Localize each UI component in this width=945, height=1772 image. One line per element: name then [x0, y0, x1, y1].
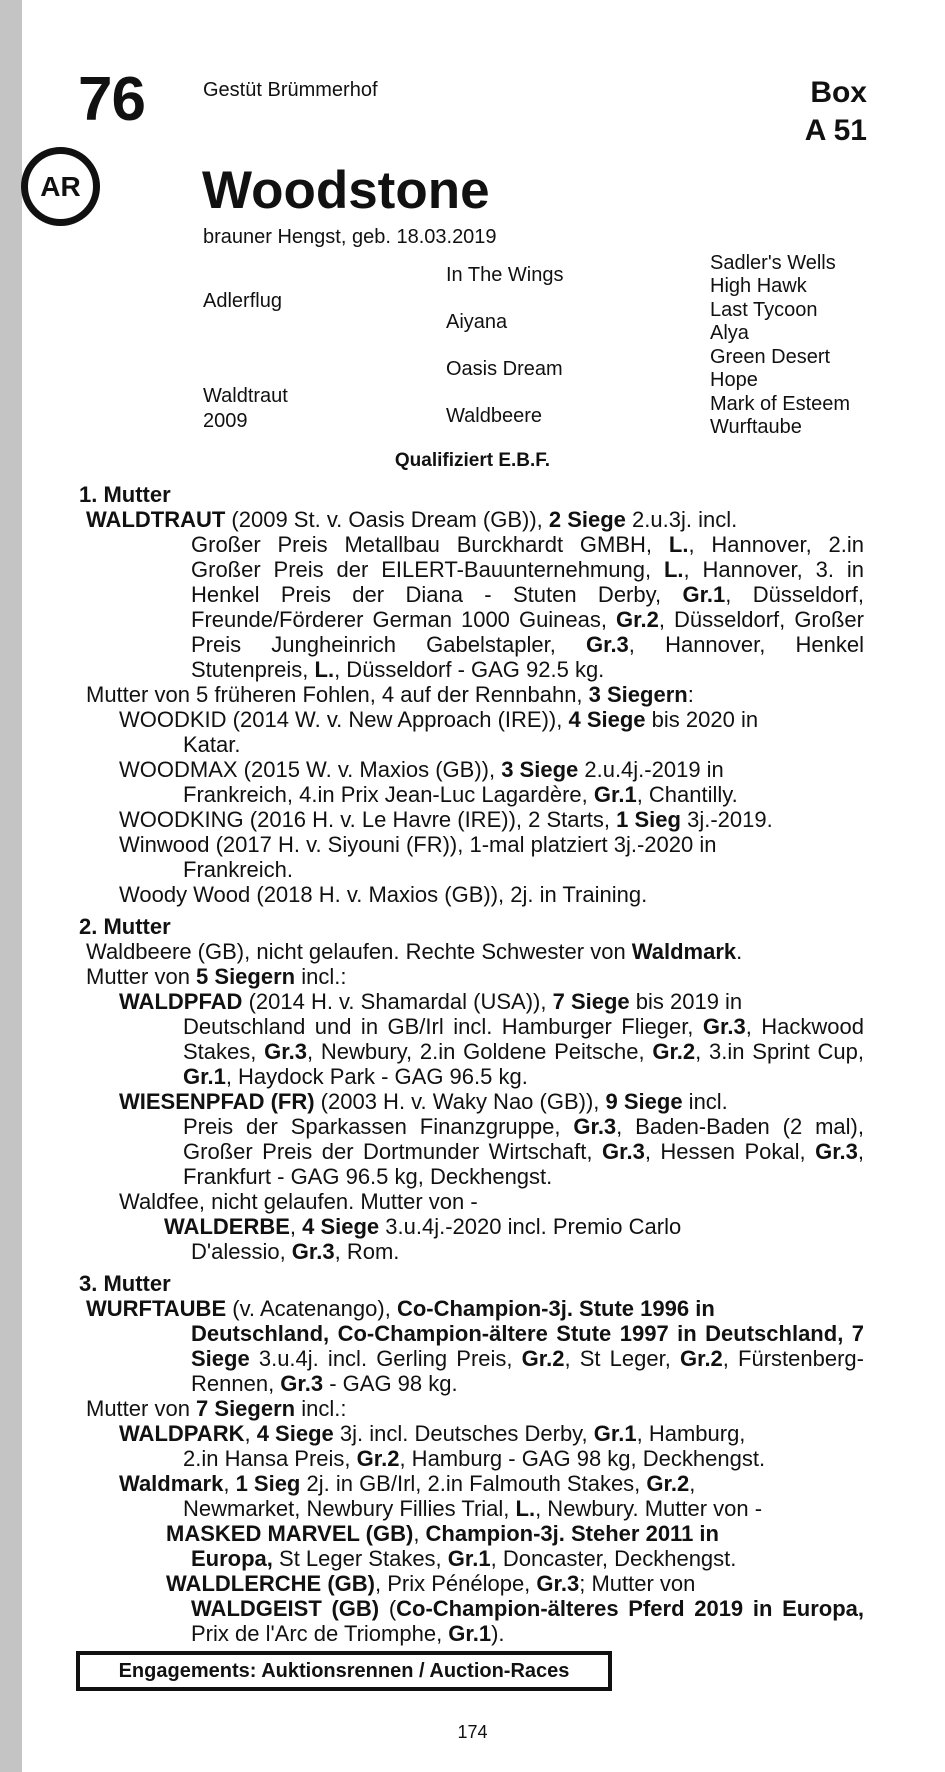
paragraph-wurftaube-winners: Mutter von 7 Siegern incl.:: [86, 1396, 347, 1421]
paragraph-masked-marvel-cont: Europa, St Leger Stakes, Gr.1, Doncaster, Deckhengst.: [191, 1546, 737, 1571]
box-info: [805, 74, 867, 150]
lot-number: 76: [78, 65, 145, 134]
paragraph-waldpfad-cont: Deutschland und in GB/Irl incl. Hamburger Flieger, Gr.3, Hackwood Stakes, Gr.3, Newbury, 2.in Goldene Peitsche, Gr.2, 3.in Sprint Cup, Gr.1, Haydock Park - GAG 96.5 kg.: [183, 1014, 864, 1089]
paragraph-waldlerche: WALDLERCHE (GB), Prix Pénélope, Gr.3; Mutter von: [166, 1571, 696, 1596]
paragraph-waldpark: WALDPARK, 4 Siege 3j. incl. Deutsches Derby, Gr.1, Hamburg,: [119, 1421, 746, 1446]
paragraph-woodkid: WOODKID (2014 W. v. New Approach (IRE)), 4 Siege bis 2020 in: [119, 707, 759, 732]
paragraph-winwood-cont: Frankreich.: [183, 857, 294, 882]
paragraph-winwood: Winwood (2017 H. v. Siyouni (FR)), 1-mal platziert 3j.-2020 in: [119, 832, 717, 857]
pedigree-grandsire-2: Oasis Dream: [446, 358, 563, 380]
paragraph-wiesenpfad: WIESENPFAD (FR) (2003 H. v. Waky Nao (GB)), 9 Siege incl.: [119, 1089, 728, 1114]
paragraph-woodking: WOODKING (2016 H. v. Le Havre (IRE)), 2 Starts, 1 Sieg 3j.-2019.: [119, 807, 773, 832]
paragraph-waldpfad: WALDPFAD (2014 H. v. Shamardal (USA)), 7 Siege bis 2019 in: [119, 989, 743, 1014]
pedigree-ggp-2: High Hawk: [710, 275, 807, 297]
pedigree-ggp-1: Sadler's Wells: [710, 252, 836, 274]
pedigree-dam-year: 2009: [203, 410, 248, 432]
section-heading-3: 3. Mutter: [79, 1271, 171, 1296]
ar-badge: AR: [21, 147, 100, 226]
paragraph-woodmax: WOODMAX (2015 W. v. Maxios (GB)), 3 Siege 2.u.4j.-2019 in: [119, 757, 724, 782]
paragraph-waldmark: Waldmark, 1 Sieg 2j. in GB/Irl, 2.in Falmouth Stakes, Gr.2,: [119, 1471, 696, 1496]
paragraph-waldfee: Waldfee, nicht gelaufen. Mutter von -: [119, 1189, 478, 1214]
qualification: Qualifiziert E.B.F.: [394, 450, 551, 471]
paragraph-waldbeere: Waldbeere (GB), nicht gelaufen. Rechte Schwester von Waldmark.: [86, 939, 743, 964]
paragraph-wurftaube: WURFTAUBE (v. Acatenango), Co-Champion-3j. Stute 1996 in: [86, 1296, 715, 1321]
pedigree-ggp-4: Alya: [710, 322, 749, 344]
engagements-box: Engagements: Auktionsrennen / Auction-Races: [76, 1651, 612, 1691]
pedigree-granddam-2: Waldbeere: [446, 405, 542, 427]
paragraph-waldtraut-cont: Großer Preis Metallbau Burckhardt GMBH, L., Hannover, 2.in Großer Preis der EILERT-Bauunternehmung, L., Hannover, 3. in Henkel Preis der Diana - Stuten Derby, Gr.1, Düsseldorf, Freunde/Förderer German 1000 Guineas, Gr.2, Düsseldorf, Großer Preis Jungheinrich Gabelstapler, Gr.3, Hannover, Henkel Stutenpreis, L., Düsseldorf - GAG 92.5 kg.: [191, 532, 864, 682]
paragraph-walderbe-cont: D'alessio, Gr.3, Rom.: [191, 1239, 400, 1264]
section-heading-2: 2. Mutter: [79, 914, 171, 939]
breeder: Gestüt Brümmerhof: [203, 79, 378, 101]
horse-description: brauner Hengst, geb. 18.03.2019: [203, 226, 497, 248]
pedigree-sire: Adlerflug: [203, 290, 282, 312]
pedigree-grandsire-1: In The Wings: [446, 264, 564, 286]
paragraph-woodkid-cont: Katar.: [183, 732, 241, 757]
paragraph-waldtraut: WALDTRAUT (2009 St. v. Oasis Dream (GB)), 2 Siege 2.u.3j. incl.: [86, 507, 738, 532]
pedigree-ggp-7: Mark of Esteem: [710, 393, 851, 415]
paragraph-walderbe: WALDERBE, 4 Siege 3.u.4j.-2020 incl. Premio Carlo: [164, 1214, 682, 1239]
pedigree-ggp-6: Hope: [710, 369, 758, 391]
pedigree-ggp-5: Green Desert: [710, 346, 831, 368]
paragraph-woodmax-cont: Frankreich, 4.in Prix Jean-Luc Lagardère, Gr.1, Chantilly.: [183, 782, 738, 807]
section-heading-1: 1. Mutter: [79, 482, 171, 507]
paragraph-waldmark-cont: Newmarket, Newbury Fillies Trial, L., Newbury. Mutter von -: [183, 1496, 763, 1521]
paragraph-woody-wood: Woody Wood (2018 H. v. Maxios (GB)), 2j. in Training.: [119, 882, 648, 907]
pedigree-dam: Waldtraut: [203, 385, 288, 407]
paragraph-waldbeere-winners: Mutter von 5 Siegern incl.:: [86, 964, 347, 989]
paragraph-wiesenpfad-cont: Preis der Sparkassen Finanzgruppe, Gr.3, Baden-Baden (2 mal), Großer Preis der Dortmunder Wirtschaft, Gr.3, Hessen Pokal, Gr.3, Frankfurt - GAG 96.5 kg, Deckhengst.: [183, 1114, 865, 1189]
paragraph-waldgeist: WALDGEIST (GB) (Co-Champion-älteres Pferd 2019 in Europa, Prix de l'Arc de Triomphe, Gr.1).: [191, 1596, 864, 1646]
paragraph-waldpark-cont: 2.in Hansa Preis, Gr.2, Hamburg - GAG 98 kg, Deckhengst.: [183, 1446, 766, 1471]
page-number: 174: [457, 1722, 488, 1742]
paragraph-masked-marvel: MASKED MARVEL (GB), Champion-3j. Steher 2011 in: [166, 1521, 719, 1546]
page-gutter: [0, 0, 22, 1772]
box-label: Box: [810, 76, 867, 109]
paragraph-foals: Mutter von 5 früheren Fohlen, 4 auf der Rennbahn, 3 Siegern:: [86, 682, 694, 707]
paragraph-wurftaube-cont: Deutschland, Co-Champion-ältere Stute 1997 in Deutschland, 7 Siege 3.u.4j. incl. Gerling Preis, Gr.2, St Leger, Gr.2, Fürstenberg-Rennen, Gr.3 - GAG 98 kg.: [191, 1321, 864, 1396]
box-number: A 51: [804, 114, 867, 147]
horse-name: Woodstone: [202, 161, 490, 220]
pedigree-granddam-1: Aiyana: [446, 311, 508, 333]
pedigree-ggp-3: Last Tycoon: [710, 299, 818, 321]
pedigree-ggp-8: Wurftaube: [710, 416, 802, 438]
